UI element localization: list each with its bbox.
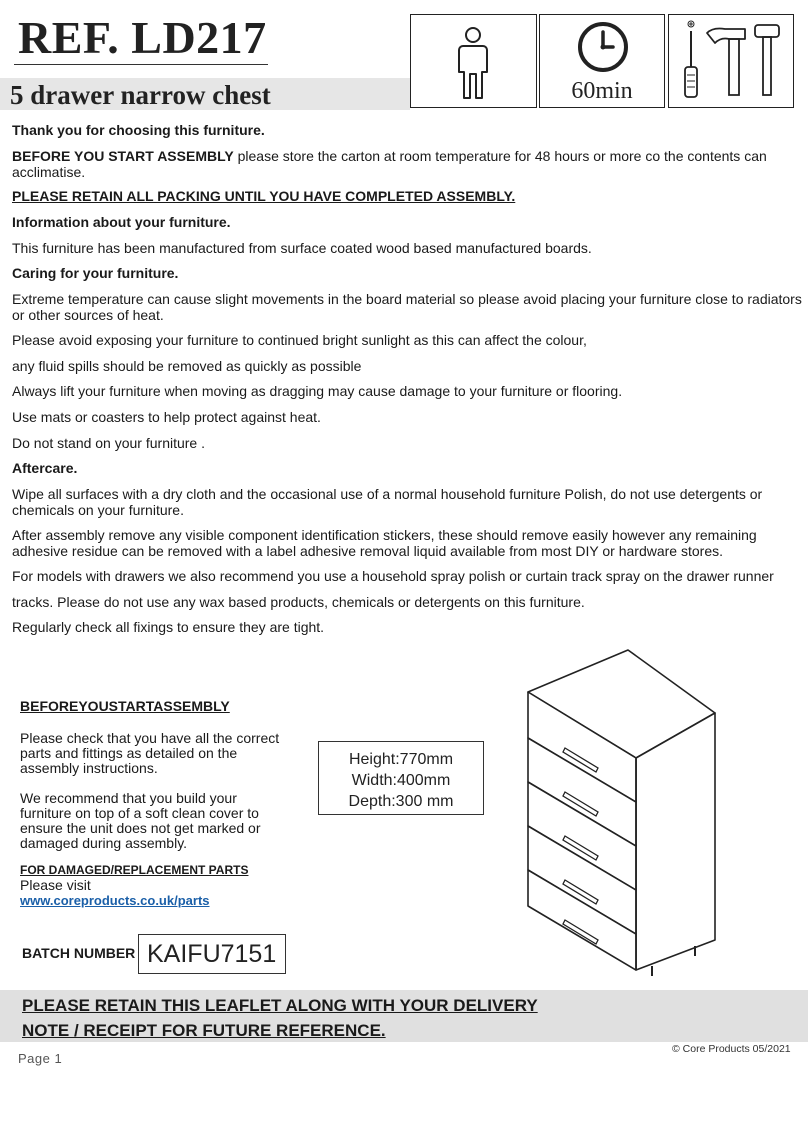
tools-icon (669, 15, 795, 109)
damaged-parts-text: Please visit (20, 877, 91, 893)
retain-leaflet-line-2: NOTE / RECEIPT FOR FUTURE REFERENCE. (22, 1021, 386, 1040)
info-heading: Information about your furniture. (12, 214, 231, 230)
caring-text-4: Always lift your furniture when moving as dragging may cause damage to your furniture or flooring. (12, 383, 623, 399)
aftercare-heading: Aftercare. (12, 460, 78, 476)
caring-heading: Caring for your furniture. (12, 265, 179, 281)
before-assembly-text: please store the carton at room temperature for 48 hours or more co the contents can acclimatise. (12, 148, 767, 180)
aftercare-text-1: Wipe all surfaces with a dry cloth and the occasional use of a normal household furniture Polish, do not use detergents or chemicals on your furniture. (12, 486, 763, 518)
damaged-parts-note (20, 862, 288, 893)
assembly-time: 60min (571, 78, 633, 104)
product-name: 5 drawer narrow chest (10, 80, 271, 110)
caring-text-6: Do not stand on your furniture . (12, 435, 205, 451)
before-assembly-note (12, 149, 802, 180)
assembly-check-text: Please check that you have all the correct parts and fittings as detailed on the assembly instructions. (20, 730, 280, 776)
batch-number-value: KAIFU7151 (138, 934, 286, 974)
dimension-depth: Depth:300 mm (348, 793, 454, 810)
aftercare-text-3: For models with drawers we also recommend you use a household spray polish or curtain track spray on the drawer runner (12, 568, 774, 584)
thanks-text: Thank you for choosing this furniture. (12, 122, 265, 138)
info-text: This furniture has been manufactured from surface coated wood based manufactured boards. (12, 240, 592, 256)
aftercare-text-5: Regularly check all fixings to ensure they are tight. (12, 619, 325, 635)
reference-title: REF. LD217 (18, 12, 267, 63)
caring-text-3: any fluid spills should be removed as quickly as possible (12, 358, 362, 374)
copyright-note: © Core Products 05/2021 (672, 1043, 791, 1055)
caring-text-2: Please avoid exposing your furniture to continued bright sunlight as this can affect the colour, (12, 332, 587, 348)
title-underline (14, 64, 268, 65)
aftercare-text-4: tracks. Please do not use any wax based products, chemicals or detergents on this furniture. (12, 594, 585, 610)
dimensions-box (318, 741, 484, 815)
retain-leaflet-line-1: PLEASE RETAIN THIS LEAFLET ALONG WITH YOUR DELIVERY (22, 996, 538, 1015)
parts-link[interactable]: www.coreproducts.co.uk/parts (20, 893, 210, 908)
assembly-panel-heading: BEFOREYOUSTARTASSEMBLY (20, 698, 230, 714)
batch-number-label: BATCH NUMBER (22, 945, 136, 961)
retain-packing-note: PLEASE RETAIN ALL PACKING UNTIL YOU HAVE COMPLETED ASSEMBLY. (12, 188, 516, 204)
page-number: Page 1 (18, 1051, 63, 1066)
assembly-recommend-text: We recommend that you build your furniture on top of a soft clean cover to ensure the unit does not get marked or damaged during assembly. (20, 790, 261, 851)
dimension-height: Height:770mm (348, 751, 454, 768)
caring-text-1: Extreme temperature can cause slight movements in the board material so please avoid placing your furniture close to radiators or other sources of heat. (12, 291, 802, 323)
person-icon-box (410, 14, 537, 108)
tools-icon-box (668, 14, 794, 108)
damaged-parts-label: FOR DAMAGED/REPLACEMENT PARTS (20, 863, 249, 877)
person-icon (411, 15, 538, 109)
caring-text-5: Use mats or coasters to help protect against heat. (12, 409, 321, 425)
before-assembly-label: BEFORE YOU START ASSEMBLY (12, 148, 234, 164)
chest-of-drawers-illustration (520, 640, 720, 980)
time-icon-box (539, 14, 665, 108)
dimension-width: Width:400mm (351, 772, 451, 789)
aftercare-text-2: After assembly remove any visible component identification stickers, these should remove easily however any remaining adhesive residue can be removed with a label adhesive removal liquid available from most DIY or hardware stores. (12, 527, 757, 559)
retain-leaflet-note (22, 993, 538, 1043)
